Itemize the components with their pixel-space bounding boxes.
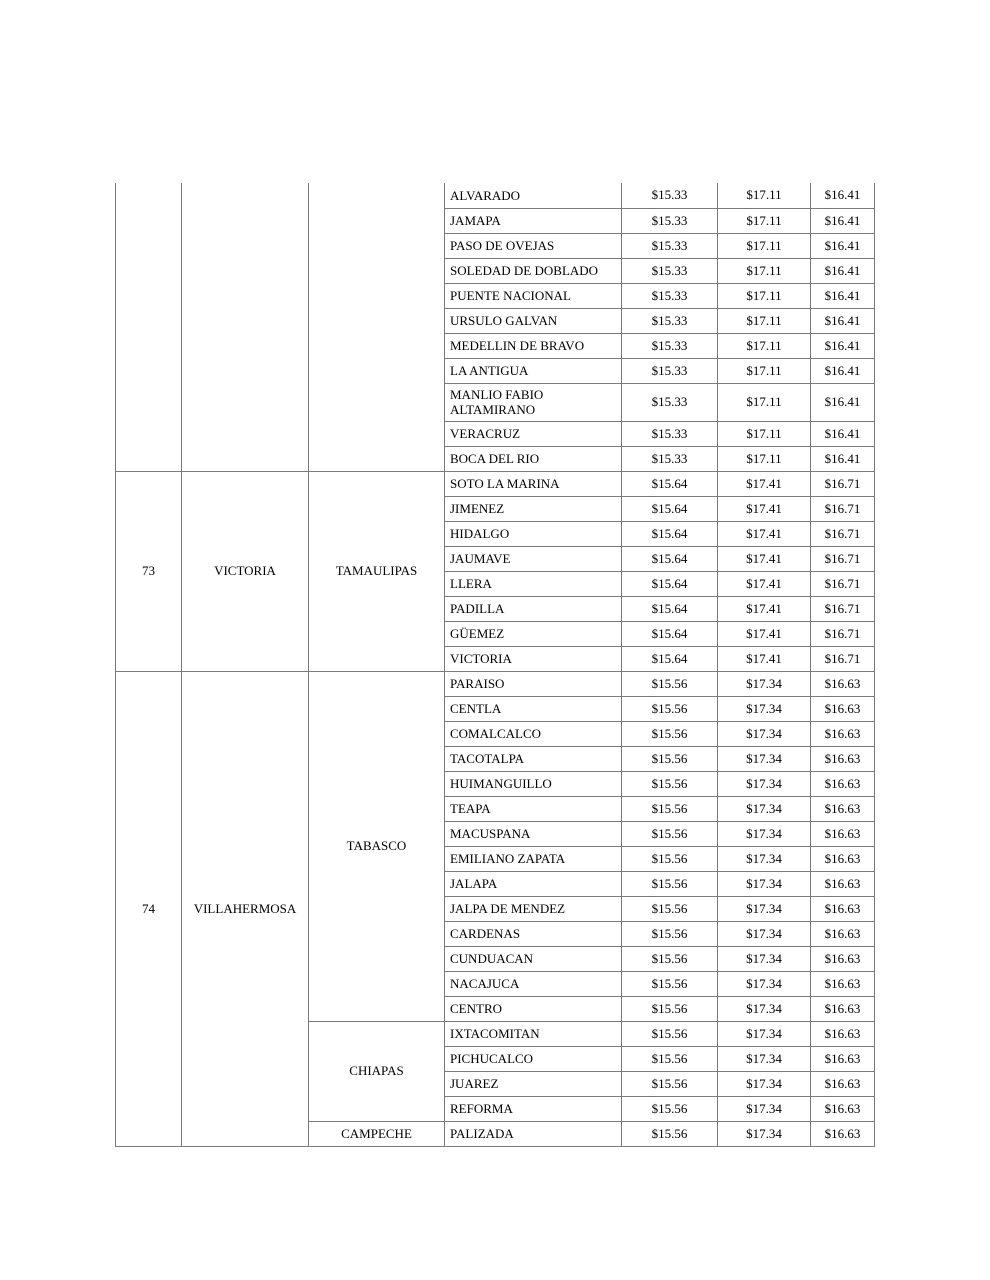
price-cell: $15.56: [622, 696, 718, 721]
price-cell: $17.41: [718, 621, 811, 646]
price-cell: $16.63: [811, 846, 875, 871]
municipality-cell: CENTRO: [445, 996, 622, 1021]
price-cell: $16.63: [811, 1121, 875, 1146]
price-cell: $17.34: [718, 996, 811, 1021]
price-cell: $16.71: [811, 546, 875, 571]
municipality-cell: JUAREZ: [445, 1071, 622, 1096]
municipality-cell: JAMAPA: [445, 208, 622, 233]
price-cell: $16.71: [811, 471, 875, 496]
municipality-cell: IXTACOMITAN: [445, 1021, 622, 1046]
price-cell: $16.63: [811, 1046, 875, 1071]
price-cell: $16.71: [811, 521, 875, 546]
municipality-cell: LA ANTIGUA: [445, 358, 622, 383]
zone-cell: 73: [116, 471, 182, 671]
price-cell: $17.11: [718, 208, 811, 233]
price-cell: $15.33: [622, 183, 718, 208]
price-cell: $17.11: [718, 233, 811, 258]
zone-cell: 74: [116, 671, 182, 1146]
municipality-cell: CENTLA: [445, 696, 622, 721]
table-row: [116, 183, 875, 208]
price-cell: $17.34: [718, 1046, 811, 1071]
price-cell: $16.41: [811, 383, 875, 421]
price-cell: $16.41: [811, 333, 875, 358]
municipality-cell: VERACRUZ: [445, 421, 622, 446]
price-cell: $15.33: [622, 446, 718, 471]
price-cell: $15.56: [622, 1071, 718, 1096]
price-cell: $15.56: [622, 796, 718, 821]
price-cell: $15.33: [622, 383, 718, 421]
price-cell: $16.41: [811, 421, 875, 446]
municipality-cell: CUNDUACAN: [445, 946, 622, 971]
price-cell: $17.34: [718, 846, 811, 871]
municipality-cell: SOTO LA MARINA: [445, 471, 622, 496]
price-cell: $15.56: [622, 846, 718, 871]
price-cell: $17.11: [718, 258, 811, 283]
municipality-cell: JIMENEZ: [445, 496, 622, 521]
price-cell: $17.11: [718, 308, 811, 333]
price-table-body: [116, 183, 875, 1146]
city-cell: VILLAHERMOSA: [182, 671, 309, 1146]
price-cell: $15.56: [622, 746, 718, 771]
city-cell: [182, 183, 309, 471]
price-cell: $15.56: [622, 1121, 718, 1146]
price-cell: $16.63: [811, 796, 875, 821]
municipality-cell: BOCA DEL RIO: [445, 446, 622, 471]
price-cell: $15.64: [622, 471, 718, 496]
price-cell: $15.33: [622, 358, 718, 383]
price-cell: $17.41: [718, 521, 811, 546]
municipality-cell: EMILIANO ZAPATA: [445, 846, 622, 871]
price-cell: $15.56: [622, 871, 718, 896]
price-cell: $17.34: [718, 971, 811, 996]
municipality-cell: REFORMA: [445, 1096, 622, 1121]
table-row: [116, 471, 875, 496]
municipality-cell: PALIZADA: [445, 1121, 622, 1146]
zone-cell: [116, 183, 182, 471]
price-cell: $17.11: [718, 333, 811, 358]
price-cell: $17.11: [718, 421, 811, 446]
price-cell: $16.71: [811, 646, 875, 671]
price-cell: $17.34: [718, 946, 811, 971]
price-cell: $17.41: [718, 546, 811, 571]
municipality-cell: HIDALGO: [445, 521, 622, 546]
price-cell: $15.56: [622, 771, 718, 796]
price-cell: $15.33: [622, 333, 718, 358]
municipality-cell: VICTORIA: [445, 646, 622, 671]
municipality-cell: ALVARADO: [445, 183, 622, 208]
price-cell: $15.56: [622, 1046, 718, 1071]
price-cell: $16.41: [811, 358, 875, 383]
price-cell: $16.41: [811, 233, 875, 258]
state-cell: CAMPECHE: [309, 1121, 445, 1146]
price-cell: $17.11: [718, 183, 811, 208]
price-cell: $16.63: [811, 946, 875, 971]
price-cell: $17.34: [718, 671, 811, 696]
municipality-cell: URSULO GALVAN: [445, 308, 622, 333]
price-cell: $17.34: [718, 821, 811, 846]
price-cell: $17.11: [718, 383, 811, 421]
price-cell: $16.41: [811, 308, 875, 333]
state-cell: CHIAPAS: [309, 1021, 445, 1121]
price-cell: $16.41: [811, 208, 875, 233]
price-cell: $15.56: [622, 996, 718, 1021]
price-cell: $16.71: [811, 621, 875, 646]
price-cell: $15.56: [622, 821, 718, 846]
table-row: [116, 671, 875, 696]
municipality-cell: LLERA: [445, 571, 622, 596]
price-cell: $17.34: [718, 1096, 811, 1121]
municipality-cell: CARDENAS: [445, 921, 622, 946]
municipality-cell: PICHUCALCO: [445, 1046, 622, 1071]
price-cell: $17.34: [718, 871, 811, 896]
price-cell: $17.41: [718, 471, 811, 496]
price-cell: $17.34: [718, 1071, 811, 1096]
price-cell: $17.34: [718, 921, 811, 946]
price-cell: $15.56: [622, 721, 718, 746]
price-cell: $16.63: [811, 1021, 875, 1046]
price-cell: $16.63: [811, 1071, 875, 1096]
price-cell: $16.41: [811, 446, 875, 471]
price-cell: $17.34: [718, 1121, 811, 1146]
price-cell: $17.11: [718, 446, 811, 471]
price-table: [115, 183, 875, 1147]
price-cell: $15.56: [622, 921, 718, 946]
price-cell: $17.34: [718, 796, 811, 821]
municipality-cell: NACAJUCA: [445, 971, 622, 996]
price-cell: $17.11: [718, 283, 811, 308]
state-cell: [309, 183, 445, 471]
price-cell: $15.56: [622, 1096, 718, 1121]
municipality-cell: MANLIO FABIO ALTAMIRANO: [445, 383, 622, 421]
price-cell: $16.41: [811, 183, 875, 208]
price-cell: $15.33: [622, 233, 718, 258]
municipality-cell: GÜEMEZ: [445, 621, 622, 646]
price-cell: $15.56: [622, 896, 718, 921]
price-cell: $17.34: [718, 721, 811, 746]
city-cell: VICTORIA: [182, 471, 309, 671]
price-cell: $16.41: [811, 283, 875, 308]
price-cell: $15.56: [622, 971, 718, 996]
price-cell: $17.41: [718, 646, 811, 671]
price-cell: $17.41: [718, 596, 811, 621]
price-cell: $15.64: [622, 621, 718, 646]
price-cell: $16.63: [811, 696, 875, 721]
price-cell: $15.33: [622, 208, 718, 233]
price-cell: $17.34: [718, 896, 811, 921]
price-cell: $17.34: [718, 746, 811, 771]
state-cell: TAMAULIPAS: [309, 471, 445, 671]
price-cell: $15.64: [622, 596, 718, 621]
price-cell: $16.63: [811, 971, 875, 996]
municipality-cell: PADILLA: [445, 596, 622, 621]
price-cell: $15.56: [622, 671, 718, 696]
municipality-cell: COMALCALCO: [445, 721, 622, 746]
municipality-cell: PASO DE OVEJAS: [445, 233, 622, 258]
price-cell: $16.71: [811, 571, 875, 596]
price-cell: $17.11: [718, 358, 811, 383]
price-cell: $15.56: [622, 1021, 718, 1046]
municipality-cell: SOLEDAD DE DOBLADO: [445, 258, 622, 283]
price-cell: $15.64: [622, 546, 718, 571]
municipality-cell: MEDELLIN DE BRAVO: [445, 333, 622, 358]
price-cell: $16.63: [811, 746, 875, 771]
price-cell: $16.63: [811, 821, 875, 846]
price-cell: $17.41: [718, 496, 811, 521]
price-cell: $16.63: [811, 921, 875, 946]
price-cell: $16.71: [811, 596, 875, 621]
state-cell: TABASCO: [309, 671, 445, 1021]
municipality-cell: JALPA DE MENDEZ: [445, 896, 622, 921]
price-cell: $17.34: [718, 771, 811, 796]
price-cell: $17.34: [718, 1021, 811, 1046]
price-cell: $16.63: [811, 871, 875, 896]
municipality-cell: HUIMANGUILLO: [445, 771, 622, 796]
municipality-cell: PARAISO: [445, 671, 622, 696]
price-cell: $15.33: [622, 283, 718, 308]
municipality-cell: TEAPA: [445, 796, 622, 821]
municipality-cell: JALAPA: [445, 871, 622, 896]
price-cell: $15.33: [622, 421, 718, 446]
price-cell: $15.56: [622, 946, 718, 971]
municipality-cell: JAUMAVE: [445, 546, 622, 571]
price-cell: $15.64: [622, 571, 718, 596]
price-cell: $16.63: [811, 996, 875, 1021]
price-cell: $15.64: [622, 521, 718, 546]
price-cell: $16.71: [811, 496, 875, 521]
price-cell: $15.64: [622, 496, 718, 521]
municipality-cell: TACOTALPA: [445, 746, 622, 771]
municipality-cell: PUENTE NACIONAL: [445, 283, 622, 308]
price-cell: $16.63: [811, 671, 875, 696]
price-cell: $15.64: [622, 646, 718, 671]
price-cell: $17.34: [718, 696, 811, 721]
price-cell: $15.33: [622, 258, 718, 283]
price-cell: $16.63: [811, 771, 875, 796]
price-cell: $17.41: [718, 571, 811, 596]
price-cell: $16.63: [811, 896, 875, 921]
price-cell: $16.63: [811, 1096, 875, 1121]
municipality-cell: MACUSPANA: [445, 821, 622, 846]
price-cell: $16.63: [811, 721, 875, 746]
price-cell: $15.33: [622, 308, 718, 333]
price-cell: $16.41: [811, 258, 875, 283]
